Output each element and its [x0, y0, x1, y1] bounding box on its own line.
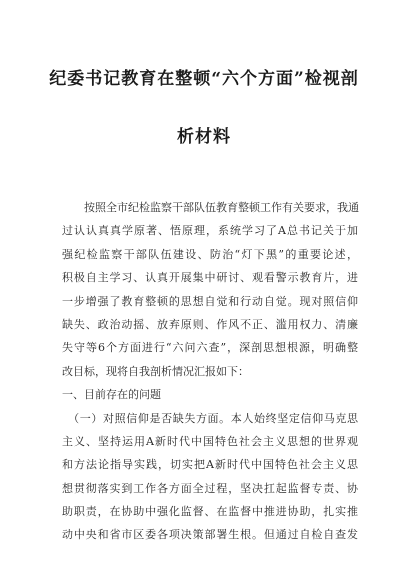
- body-line: 一步增强了教育整顿的思想自觉和行动自觉。现对照信仰: [62, 294, 358, 308]
- body-line: 动中央和省市区委各项决策部署生根。但通过自检自查发: [62, 528, 358, 542]
- document-title-line-2: 析材料: [177, 127, 231, 147]
- body-line: 积极自主学习、认真开展集中研讨、观看警示教育片，进: [62, 271, 358, 285]
- body-line: 失守等6个方面进行“六问六查”，深剖思想根源，明确整: [62, 341, 358, 355]
- body-line: 助职责，在协助中强化监督、在监督中推进协助，扎实推: [62, 505, 358, 519]
- body-line: 想贯彻落实到工作各方面全过程，坚决扛起监督专责、协: [62, 481, 358, 495]
- body-line: 强纪检监察干部队伍建设、防治“灯下黑”的重要论述，: [62, 247, 358, 261]
- document-title-line-1: 纪委书记教育在整顿“六个方面”检视剖: [49, 69, 359, 89]
- body-line: 改目标，现将自我剖析情况汇报如下：: [62, 364, 249, 378]
- body-line: 主义、坚持运用A新时代中国特色社会主义思想的世界观: [62, 434, 358, 448]
- section-heading: 一、目前存在的问题: [62, 388, 161, 402]
- body-line: 和方法论指导实践，切实把A新时代中国特色社会主义思: [62, 458, 358, 472]
- body-line: 过认认真真学原著、悟原理，系统学习了A总书记关于加: [62, 224, 358, 238]
- document-body: [62, 196, 358, 547]
- body-line: （一）对照信仰是否缺失方面。本人始终坚定信仰马克思: [62, 411, 358, 425]
- body-line: 缺失、政治动摇、放弃原则、作风不正、滥用权力、清廉: [62, 317, 358, 331]
- body-line: 按照全市纪检监察干部队伍教育整顿工作有关要求，我通: [62, 201, 359, 214]
